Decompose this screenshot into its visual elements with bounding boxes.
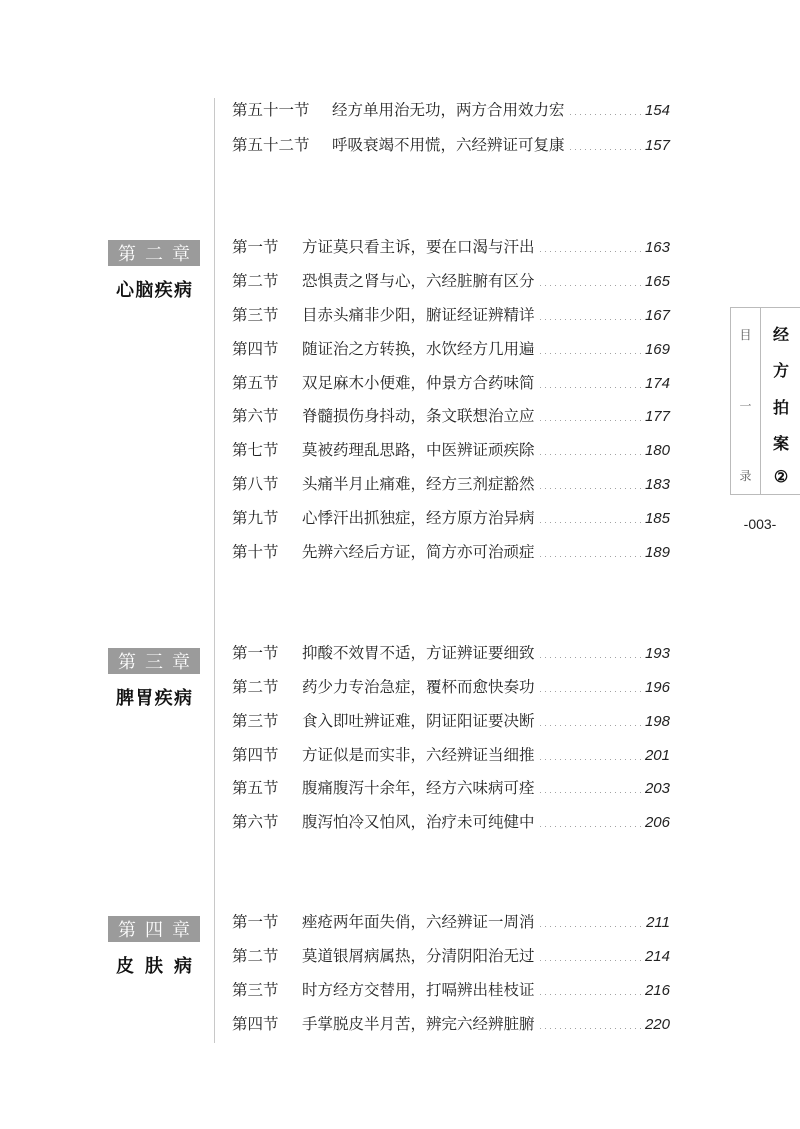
page-ref: 177 bbox=[644, 408, 670, 425]
toc-entry[interactable] bbox=[232, 303, 670, 327]
toc-entry[interactable] bbox=[232, 269, 670, 293]
chapter-title-char: 疾 bbox=[154, 280, 173, 301]
section-number: 第三节 bbox=[232, 712, 279, 730]
toc-entry[interactable] bbox=[232, 371, 670, 395]
chapter-title-char: 心 bbox=[116, 280, 134, 301]
section-title: 莫被药理乱思路，中医辨证顽疾除 bbox=[302, 441, 535, 459]
section-number: 第一节 bbox=[232, 913, 279, 931]
toc-entry[interactable] bbox=[232, 337, 670, 361]
section-title: 腹泻怕冷又怕风，治疗未可纯健中 bbox=[302, 813, 535, 831]
side-tab-book-title bbox=[761, 308, 800, 494]
side-tab-char: 拍 bbox=[772, 397, 789, 417]
toc-entry[interactable] bbox=[232, 641, 670, 665]
section-number: 第七节 bbox=[232, 441, 279, 459]
side-tab bbox=[730, 307, 800, 495]
toc-entry[interactable] bbox=[232, 540, 670, 564]
toc-entry[interactable] bbox=[232, 438, 670, 462]
leader-dots bbox=[538, 1028, 642, 1029]
section-title: 目赤头痛非少阳，腑证经证辨精详 bbox=[302, 306, 535, 324]
section-title: 双足麻木小便难，仲景方合药味简 bbox=[302, 374, 535, 392]
leader-dots bbox=[538, 725, 642, 726]
page-ref: 169 bbox=[644, 341, 670, 358]
section-title: 食入即吐辨证难，阴证阳证要决断 bbox=[302, 712, 535, 730]
side-tab-char: 经 bbox=[772, 325, 789, 344]
page-ref: 154 bbox=[644, 102, 670, 119]
section-title: 呼吸衰竭不用慌，六经辨证可复康 bbox=[332, 136, 565, 154]
page-ref: 183 bbox=[644, 476, 670, 493]
chapter-title-char: 皮 bbox=[116, 956, 134, 977]
chapter-label-char: 二 bbox=[145, 244, 163, 265]
toc-entry[interactable] bbox=[232, 404, 670, 428]
leader-dots bbox=[538, 420, 642, 421]
toc-entry[interactable] bbox=[232, 472, 670, 496]
section-number: 第三节 bbox=[232, 306, 279, 324]
leader-dots bbox=[538, 657, 642, 658]
section-title: 手掌脱皮半月苦，辨完六经辨脏腑 bbox=[302, 1015, 535, 1033]
chapter-label-char: 章 bbox=[172, 652, 190, 673]
leader-dots bbox=[538, 353, 642, 354]
section-number: 第四节 bbox=[232, 340, 279, 358]
divider-line bbox=[214, 98, 215, 1043]
section-title: 随证治之方转换，水饮经方几用遍 bbox=[302, 340, 535, 358]
chapter-title bbox=[108, 276, 200, 302]
toc-entry[interactable] bbox=[232, 810, 670, 834]
toc-entry[interactable] bbox=[232, 235, 670, 259]
chapter-label-char: 第 bbox=[118, 244, 136, 265]
leader-dots bbox=[538, 826, 642, 827]
chapter-label-char: 章 bbox=[172, 244, 190, 265]
chapter-title-char: 病 bbox=[174, 956, 192, 977]
page-ref: 174 bbox=[644, 375, 670, 392]
toc-entry[interactable] bbox=[232, 506, 670, 530]
chapter-title-char: 病 bbox=[173, 688, 192, 709]
section-number: 第二节 bbox=[232, 678, 279, 696]
section-title: 恐惧责之肾与心，六经脏腑有区分 bbox=[302, 272, 535, 290]
section-title: 腹痛腹泻十余年，经方六味病可痊 bbox=[302, 779, 535, 797]
chapter-label bbox=[108, 916, 200, 942]
section-title: 心悸汗出抓独症，经方原方治异病 bbox=[302, 509, 535, 527]
side-tab-char: 目 bbox=[739, 328, 752, 342]
section-number: 第一节 bbox=[232, 644, 279, 662]
section-title: 先辨六经后方证，简方亦可治顽症 bbox=[302, 543, 535, 561]
chapter-label-char: 第 bbox=[118, 652, 136, 673]
side-tab-toc-label bbox=[731, 308, 760, 494]
section-number: 第九节 bbox=[232, 509, 279, 527]
leader-dots bbox=[538, 522, 642, 523]
toc-entry[interactable] bbox=[232, 1012, 670, 1036]
page-ref: 220 bbox=[644, 1016, 670, 1033]
chapter-label bbox=[108, 240, 200, 266]
section-number: 第五节 bbox=[232, 779, 279, 797]
page-ref: 206 bbox=[644, 814, 670, 831]
section-number: 第六节 bbox=[232, 813, 279, 831]
page-ref: 157 bbox=[644, 137, 670, 154]
side-tab-char: 案 bbox=[772, 433, 789, 453]
section-number: 第二节 bbox=[232, 272, 279, 290]
section-number: 第五十一节 bbox=[232, 101, 310, 119]
chapter-title-char: 肤 bbox=[145, 956, 163, 977]
section-number: 第四节 bbox=[232, 746, 279, 764]
section-title: 药少力专治急症，覆杯而愈快奏功 bbox=[302, 678, 535, 696]
section-title: 抑酸不效胃不适，方证辨证要细致 bbox=[302, 644, 535, 662]
chapter-title-char: 脑 bbox=[135, 280, 154, 301]
toc-entry[interactable] bbox=[232, 743, 670, 767]
page-ref: 167 bbox=[644, 307, 670, 324]
page-ref: 165 bbox=[644, 273, 670, 290]
page-ref: 163 bbox=[644, 239, 670, 256]
leader-dots bbox=[538, 960, 642, 961]
section-title: 莫道银屑病属热，分清阴阳治无过 bbox=[302, 947, 535, 965]
section-number: 第三节 bbox=[232, 981, 279, 999]
leader-dots bbox=[538, 285, 642, 286]
leader-dots bbox=[538, 251, 642, 252]
page-ref: 193 bbox=[644, 645, 670, 662]
chapter-title-char: 脾 bbox=[116, 688, 134, 709]
toc-entry[interactable] bbox=[232, 944, 670, 968]
side-tab-char: 录 bbox=[739, 469, 752, 483]
toc-entry[interactable] bbox=[232, 133, 670, 157]
leader-dots bbox=[568, 149, 642, 150]
toc-entry[interactable] bbox=[232, 675, 670, 699]
page-ref: 198 bbox=[644, 713, 670, 730]
section-title: 头痛半月止痛难，经方三剂症豁然 bbox=[302, 475, 535, 493]
chapter-label-char: 三 bbox=[145, 652, 163, 673]
chapter-label-char: 四 bbox=[145, 920, 163, 941]
chapter-title bbox=[108, 684, 200, 710]
section-title: 方证莫只看主诉，要在口渴与汗出 bbox=[302, 238, 535, 256]
section-title: 方证似是而实非，六经辨证当细推 bbox=[302, 746, 535, 764]
side-tab-char: 一 bbox=[739, 398, 752, 413]
chapter-label bbox=[108, 648, 200, 674]
leader-dots bbox=[538, 691, 642, 692]
page-ref: 201 bbox=[644, 747, 670, 764]
section-number: 第六节 bbox=[232, 407, 279, 425]
section-title: 脊髓损伤身抖动，条文联想治立应 bbox=[302, 407, 535, 425]
toc-entry[interactable] bbox=[232, 978, 670, 1002]
chapter-title-char: 胃 bbox=[135, 688, 154, 709]
chapter-title bbox=[108, 952, 200, 978]
section-number: 第二节 bbox=[232, 947, 279, 965]
section-number: 第五节 bbox=[232, 374, 279, 392]
page-ref: 196 bbox=[644, 679, 670, 696]
chapter-title-char: 疾 bbox=[154, 688, 173, 709]
page-ref: 189 bbox=[644, 544, 670, 561]
leader-dots bbox=[538, 319, 642, 320]
leader-dots bbox=[538, 759, 642, 760]
leader-dots bbox=[538, 387, 642, 388]
page-ref: 211 bbox=[646, 914, 670, 931]
section-number: 第八节 bbox=[232, 475, 279, 493]
page-ref: 214 bbox=[644, 948, 670, 965]
section-number: 第十节 bbox=[232, 543, 279, 561]
leader-dots bbox=[538, 926, 644, 927]
section-number: 第四节 bbox=[232, 1015, 279, 1033]
section-number: 第五十二节 bbox=[232, 136, 310, 154]
section-title: 时方经方交替用，打嗝辨出桂枝证 bbox=[302, 981, 535, 999]
toc-entry[interactable] bbox=[232, 910, 670, 934]
leader-dots bbox=[538, 454, 642, 455]
leader-dots bbox=[538, 556, 642, 557]
toc-entry[interactable] bbox=[232, 709, 670, 733]
toc-entry[interactable] bbox=[232, 98, 670, 122]
page-number: -003- bbox=[743, 516, 777, 532]
leader-dots bbox=[538, 792, 642, 793]
page-ref: 203 bbox=[644, 780, 670, 797]
leader-dots bbox=[538, 994, 642, 995]
page-ref: 180 bbox=[644, 442, 670, 459]
section-title: 经方单用治无功，两方合用效力宏 bbox=[332, 101, 565, 119]
side-tab-char: 方 bbox=[772, 361, 789, 381]
leader-dots bbox=[568, 114, 642, 115]
toc-entry[interactable] bbox=[232, 776, 670, 800]
section-number: 第一节 bbox=[232, 238, 279, 256]
chapter-title-char: 病 bbox=[173, 280, 192, 301]
side-tab-char: ② bbox=[773, 467, 789, 486]
page-ref: 216 bbox=[644, 982, 670, 999]
chapter-label-char: 第 bbox=[118, 920, 136, 941]
page-ref: 185 bbox=[644, 510, 670, 527]
section-title: 痤疮两年面失俏，六经辨证一周消 bbox=[302, 913, 535, 931]
chapter-label-char: 章 bbox=[172, 920, 190, 941]
leader-dots bbox=[538, 488, 642, 489]
